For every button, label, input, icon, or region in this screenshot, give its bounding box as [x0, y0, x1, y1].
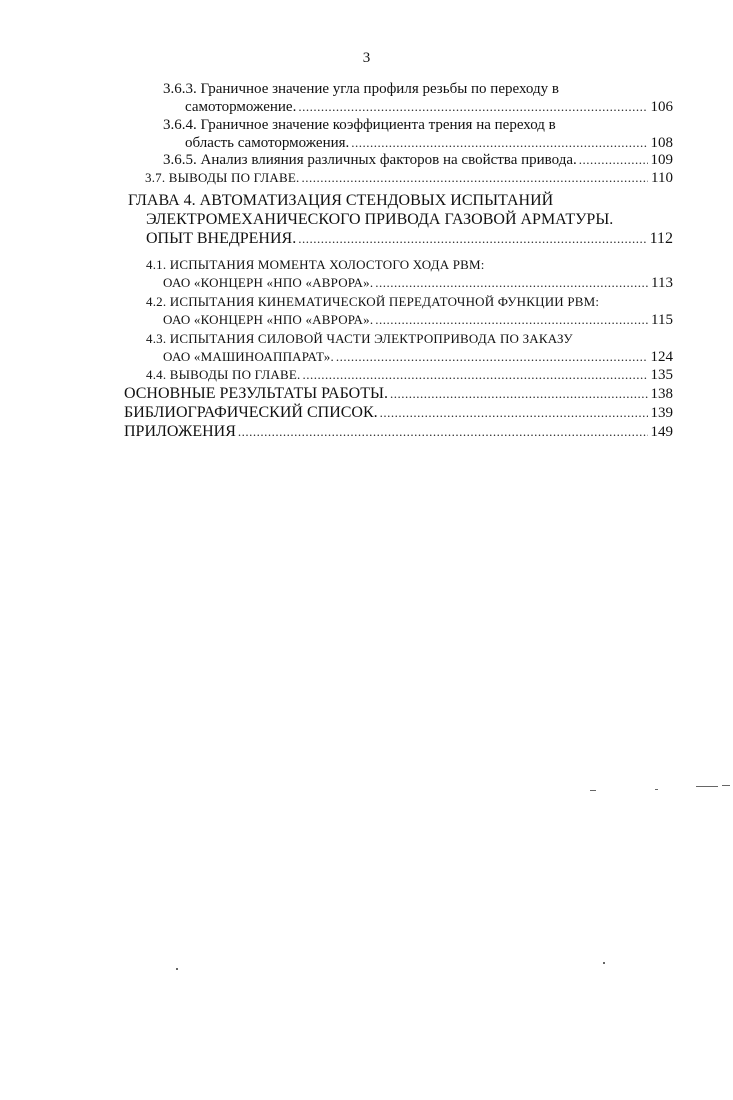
toc-page-number: 108: [650, 135, 673, 151]
toc-page-number: 139: [650, 405, 673, 421]
toc-entry-3-7: 3.7. ВЫВОДЫ ПО ГЛАВЕ. ..... 110: [145, 169, 673, 187]
toc-entry-4-2: ОАО «КОНЦЕРН «НПО «АВРОРА». ..... 115: [163, 311, 673, 329]
toc-page-number: 110: [651, 170, 673, 186]
toc-page-number: 138: [650, 386, 673, 402]
dot-leader: [238, 423, 648, 441]
toc-page-number: 124: [650, 349, 673, 365]
toc-page-number: 106: [650, 99, 673, 115]
toc-page-number: 113: [651, 275, 673, 291]
toc-chapter-4: ОПЫТ ВНЕДРЕНИЯ. ..... 112: [146, 230, 673, 248]
toc-entry-3-6-3-line1: 3.6.3. Граничное значение угла профиля резьбы по переходу в: [163, 81, 559, 97]
scan-speck: [722, 785, 730, 786]
toc-entry-3-6-4-line1: 3.6.4. Граничное значение коэффициента трения на переход в: [163, 117, 556, 133]
toc-chapter-4-line1: ГЛАВА 4. АВТОМАТИЗАЦИЯ СТЕНДОВЫХ ИСПЫТАНИЙ: [128, 192, 554, 209]
toc-chapter-4-line2: ЭЛЕКТРОМЕХАНИЧЕСКОГО ПРИВОДА ГАЗОВОЙ АРМАТУРЫ.: [146, 211, 614, 228]
toc-entry-4-4: 4.4. ВЫВОДЫ ПО ГЛАВЕ. ..... 135: [146, 366, 673, 384]
dot-leader: [380, 404, 648, 422]
toc-entry-4-3: ОАО «МАШИНОАППАРАТ». ..... 124: [163, 348, 673, 366]
toc-entry-4-3-line1: 4.3. ИСПЫТАНИЯ СИЛОВОЙ ЧАСТИ ЭЛЕКТРОПРИВОДА ПО ЗАКАЗУ: [146, 331, 573, 346]
dot-leader: [298, 98, 647, 116]
toc-page-number: 135: [650, 367, 673, 383]
dot-leader: [375, 274, 648, 292]
scan-speck: [603, 962, 605, 964]
toc-entry-4-1: ОАО «КОНЦЕРН «НПО «АВРОРА». ..... 113: [163, 274, 673, 292]
scan-speck: [655, 789, 658, 790]
toc-entry-3-6-5: 3.6.5. Анализ влияния различных факторов на свойства привода. ..... 109: [163, 151, 673, 169]
dot-leader: [390, 385, 648, 403]
toc-entry-bibliography: БИБЛИОГРАФИЧЕСКИЙ СПИСОК. ..... 139: [124, 404, 673, 422]
toc-entry-3-6-4: область самоторможения. ..... 108: [185, 134, 673, 152]
scan-speck: [590, 790, 596, 791]
toc-entry-4-1-line1: 4.1. ИСПЫТАНИЯ МОМЕНТА ХОЛОСТОГО ХОДА РВМ:: [146, 257, 485, 272]
toc-page-number: 112: [649, 230, 673, 247]
dot-leader: [302, 366, 647, 384]
toc-page-number: 115: [651, 312, 673, 328]
dot-leader: [579, 151, 648, 169]
scan-speck: [176, 968, 178, 970]
toc-entry-3-6-3: самоторможение. ..... 106: [185, 98, 673, 116]
toc-page-number: 149: [650, 424, 673, 440]
toc-page-number: 109: [650, 152, 673, 168]
scan-speck: [696, 786, 718, 787]
dot-leader: [336, 348, 648, 366]
toc-entry-4-2-line1: 4.2. ИСПЫТАНИЯ КИНЕМАТИЧЕСКОЙ ПЕРЕДАТОЧНОЙ ФУНКЦИИ РВМ:: [146, 294, 600, 309]
page-number: 3: [362, 50, 371, 66]
dot-leader: [351, 134, 647, 152]
toc-entry-results: ОСНОВНЫЕ РЕЗУЛЬТАТЫ РАБОТЫ. ..... 138: [124, 385, 673, 403]
toc-entry-appendix: ПРИЛОЖЕНИЯ ..... 149: [124, 423, 673, 441]
dot-leader: [375, 311, 648, 329]
dot-leader: [301, 169, 648, 187]
dot-leader: [298, 230, 646, 248]
